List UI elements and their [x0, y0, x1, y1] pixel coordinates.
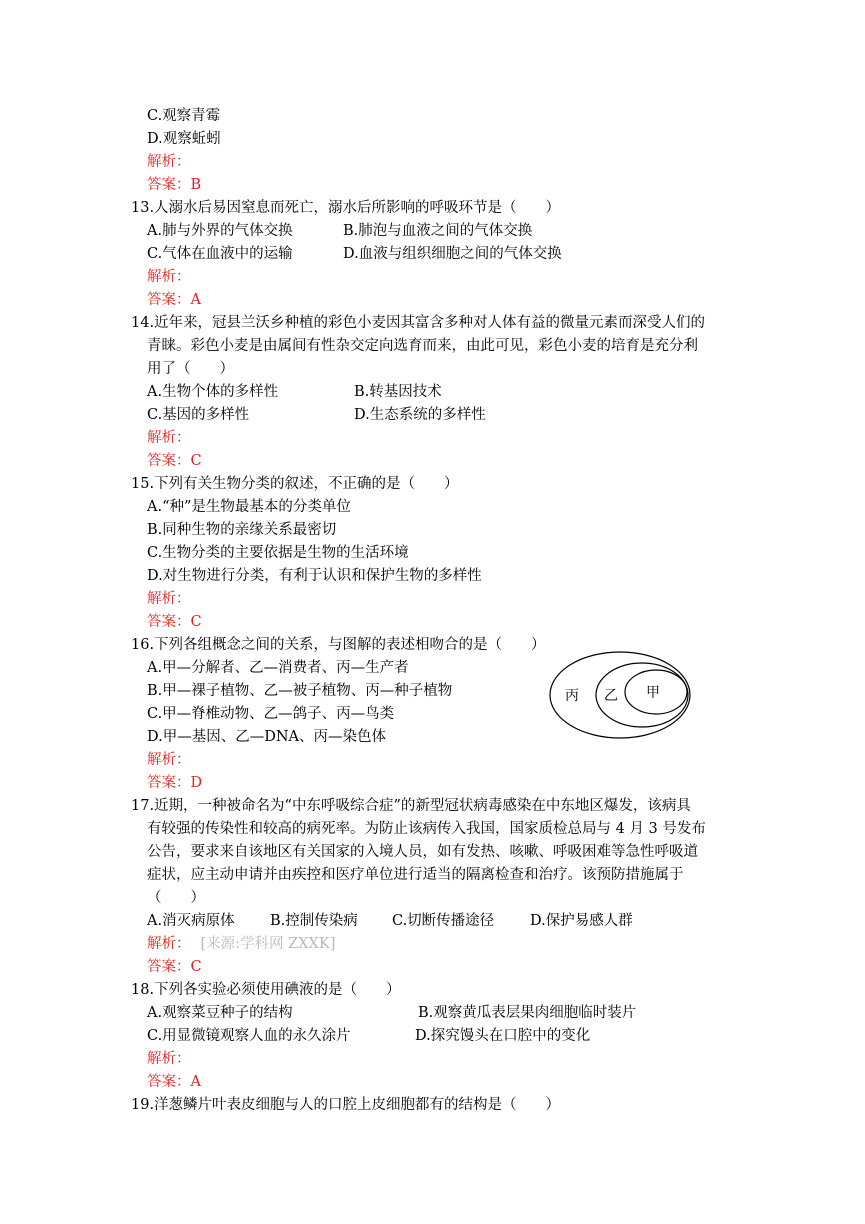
question-17-stem-line-3: 公告，要求来自该地区有关国家的入境人员，如有发热、咳嗽、呼吸困难等急性呼吸道 — [147, 844, 698, 860]
question-17-stem-line-5: （ ） — [147, 890, 205, 906]
q15-answer: 答案：C — [147, 614, 202, 630]
q17-option-a: A.消灭病原体 — [147, 913, 235, 929]
diagram-label-outer: 丙 — [565, 688, 579, 704]
q16-option-d: D.甲—基因、乙—DNA、丙—染色体 — [147, 729, 387, 745]
question-17-stem-line-2: 有较强的传染性和较高的病死率。为防止该病传入我国，国家质检总局与 4 月 3 号发布 — [147, 821, 706, 837]
q15-option-c: C.生物分类的主要依据是生物的生活环境 — [147, 545, 409, 561]
q18-option-c: C.用显微镜观察人血的永久涂片 — [147, 1028, 351, 1044]
q14-answer: 答案：C — [147, 453, 202, 469]
q17-analysis-row — [147, 934, 335, 954]
q13-answer: 答案：A — [147, 292, 201, 308]
question-16-stem: 16.下列各组概念之间的关系，与图解的表述相吻合的是（ ） — [131, 637, 546, 653]
question-17-stem-line-1: 17.近期，一种被命名为“中东呼吸综合症”的新型冠状病毒感染在中东地区爆发，该病具 — [131, 798, 691, 814]
q16-answer: 答案：D — [147, 775, 203, 791]
q16-option-a: A.甲—分解者、乙—消费者、丙—生产者 — [147, 660, 409, 676]
question-17-stem-line-4: 症状，应主动申请并由疾控和医疗单位进行适当的隔离检查和治疗。该预防措施属于 — [147, 867, 684, 883]
q18-option-b: B.观察黄瓜表层果肉细胞临时装片 — [418, 1005, 637, 1021]
diagram-label-middle: 乙 — [604, 688, 618, 704]
option-c: C.观察青霉 — [147, 108, 221, 124]
question-14-stem-line-1: 14.近年来，冠县兰沃乡种植的彩色小麦因其富含多种对人体有益的微量元素而深受人们的 — [131, 315, 706, 331]
q15-option-a: A.“种”是生物最基本的分类单位 — [147, 499, 351, 515]
q18-option-a: A.观察菜豆种子的结构 — [147, 1005, 293, 1021]
q17-option-d: D.保护易感人群 — [530, 913, 633, 929]
q16-option-c: C.甲—脊椎动物、乙—鸽子、丙—鸟类 — [147, 706, 395, 722]
analysis-label: 解析： — [147, 154, 191, 170]
q16-option-b: B.甲—裸子植物、乙—被子植物、丙—种子植物 — [147, 683, 453, 699]
question-13-stem: 13.人溺水后易因窒息而死亡，溺水后所影响的呼吸环节是（ ） — [131, 200, 561, 216]
question-14-stem-line-2: 青睐。彩色小麦是由属间有性杂交定向选育而来，由此可见，彩色小麦的培育是充分利 — [147, 338, 698, 354]
q17-option-b: B.控制传染病 — [270, 913, 358, 929]
q13-option-b: B.肺泡与血液之间的气体交换 — [343, 223, 533, 239]
diagram-label-inner: 甲 — [646, 685, 660, 701]
q14-option-a: A.生物个体的多样性 — [147, 384, 279, 400]
q17-answer: 答案：C — [147, 959, 202, 975]
q14-option-c: C.基因的多样性 — [147, 407, 250, 423]
question-14-stem-line-3: 用了（ ） — [147, 361, 234, 377]
q16-analysis-label: 解析： — [147, 752, 191, 768]
q14-option-b: B.转基因技术 — [354, 384, 442, 400]
q13-option-a: A.肺与外界的气体交换 — [147, 223, 293, 239]
q18-answer: 答案：A — [147, 1074, 201, 1090]
q14-option-d: D.生态系统的多样性 — [354, 407, 486, 423]
option-d: D.观察蚯蚓 — [147, 131, 221, 147]
nested-concept-diagram — [548, 650, 692, 740]
q13-analysis-label: 解析： — [147, 269, 191, 285]
q18-analysis-label: 解析： — [147, 1051, 191, 1067]
q17-analysis-label: 解析： — [147, 936, 191, 952]
q15-option-b: B.同种生物的亲缘关系最密切 — [147, 522, 337, 538]
q14-analysis-label: 解析： — [147, 430, 191, 446]
answer: 答案：B — [147, 177, 202, 193]
q18-option-d: D.探究馒头在口腔中的变化 — [415, 1028, 591, 1044]
q15-option-d: D.对生物进行分类，有利于认识和保护生物的多样性 — [147, 568, 482, 584]
question-15-stem: 15.下列有关生物分类的叙述，不正确的是（ ） — [131, 476, 459, 492]
q13-option-d: D.血液与组织细胞之间的气体交换 — [343, 246, 562, 262]
question-19-stem: 19.洋葱鳞片叶表皮细胞与人的口腔上皮细胞都有的结构是（ ） — [131, 1097, 561, 1113]
q13-option-c: C.气体在血液中的运输 — [147, 246, 293, 262]
question-18-stem: 18.下列各实验必须使用碘液的是（ ） — [131, 982, 401, 998]
source-note: [来源:学科网 ZXXK] — [200, 936, 336, 952]
q17-option-c: C.切断传播途径 — [392, 913, 495, 929]
q15-analysis-label: 解析： — [147, 591, 191, 607]
